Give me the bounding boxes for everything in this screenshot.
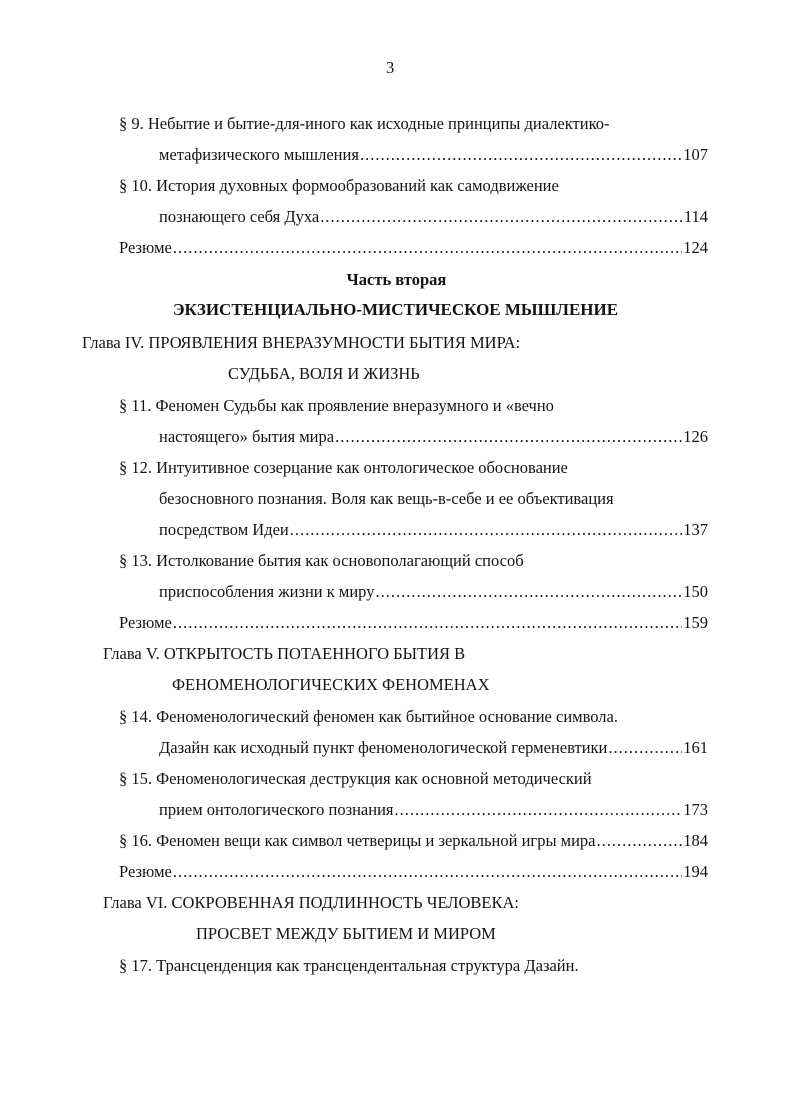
dot-leader <box>375 581 682 603</box>
page-number: 3 <box>386 58 395 77</box>
dot-leader <box>360 144 682 166</box>
toc-entry-s13-page: 150 <box>683 582 708 601</box>
toc-entry-resume-2-page: 159 <box>683 613 708 632</box>
toc-entry-s9-page: 107 <box>683 145 708 164</box>
dot-leader <box>173 861 682 883</box>
toc-entry-s15-page: 173 <box>683 800 708 819</box>
toc-entry-resume-1-page: 124 <box>683 238 708 257</box>
toc-entry-s14-page: 161 <box>683 738 708 757</box>
toc-entry-s16-title: § 16. Феномен вещи как символ четверицы и зеркальной игры мира <box>119 831 596 850</box>
toc-entry-s10-page: 114 <box>683 207 708 226</box>
toc-entry-s14-title: Дазайн как исходный пункт феноменологической герменевтики <box>159 738 608 757</box>
chapter-iv-heading[interactable]: Глава IV. ПРОЯВЛЕНИЯ ВНЕРАЗУМНОСТИ БЫТИЯ МИРА: <box>82 333 521 352</box>
dot-leader <box>335 426 682 448</box>
toc-entry-resume-1[interactable] <box>119 237 708 259</box>
toc-entry-s11[interactable] <box>159 426 708 448</box>
toc-entry-s13-title: приспособления жизни к миру <box>159 582 375 601</box>
dot-leader <box>608 737 682 759</box>
toc-entry-s9-title: метафизического мышления <box>159 145 359 164</box>
toc-entry-resume-3-label: Резюме <box>119 862 172 881</box>
dot-leader <box>320 206 683 228</box>
toc-entry-s11-title: настоящего» бытия мира <box>159 427 335 446</box>
toc-entry-s15-line1[interactable]: § 15. Феноменологическая деструкция как основной методический <box>119 769 592 788</box>
toc-entry-s13-line1[interactable]: § 13. Истолкование бытия как основополагающий способ <box>119 551 524 570</box>
toc-entry-resume-3[interactable] <box>119 861 708 883</box>
toc-entry-s9[interactable] <box>159 144 708 166</box>
toc-entry-s12[interactable] <box>159 519 708 541</box>
toc-entry-s12-line1[interactable]: § 12. Интуитивное созерцание как онтологическое обоснование <box>119 458 568 477</box>
toc-entry-s10-title: познающего себя Духа <box>159 207 320 226</box>
toc-entry-resume-2[interactable] <box>119 612 708 634</box>
chapter-vi-heading[interactable]: Глава VI. СОКРОВЕННАЯ ПОДЛИННОСТЬ ЧЕЛОВЕКА: <box>103 893 520 912</box>
toc-entry-resume-1-label: Резюме <box>119 238 172 257</box>
toc-entry-resume-2-label: Резюме <box>119 613 172 632</box>
dot-leader <box>173 612 682 634</box>
toc-entry-s12-line2[interactable]: безосновного познания. Воля как вещь-в-себе и ее объективация <box>159 489 614 508</box>
toc-entry-s11-page: 126 <box>683 427 708 446</box>
toc-entry-s14-line1[interactable]: § 14. Феноменологический феномен как бытийное основание символа. <box>119 707 618 726</box>
dot-leader <box>597 830 683 852</box>
chapter-v-subtitle: ФЕНОМЕНОЛОГИЧЕСКИХ ФЕНОМЕНАХ <box>172 675 490 694</box>
toc-entry-s13[interactable] <box>159 581 708 603</box>
toc-entry-s12-page: 137 <box>683 520 708 539</box>
toc-entry-s16[interactable] <box>119 830 708 852</box>
dot-leader <box>395 799 683 821</box>
toc-entry-s15-title: прием онтологического познания <box>159 800 394 819</box>
toc-entry-s15[interactable] <box>159 799 708 821</box>
chapter-iv-subtitle: СУДЬБА, ВОЛЯ И ЖИЗНЬ <box>228 364 420 383</box>
toc-entry-s17-line1[interactable]: § 17. Трансценденция как трансцендентальная структура Дазайн. <box>119 956 579 975</box>
toc-entry-s9-line1[interactable]: § 9. Небытие и бытие-для-иного как исходные принципы диалектико- <box>119 114 610 133</box>
toc-entry-resume-3-page: 194 <box>683 862 708 881</box>
toc-entry-s10[interactable] <box>159 206 708 228</box>
dot-leader <box>173 237 682 259</box>
toc-entry-s16-page: 184 <box>683 831 708 850</box>
dot-leader <box>290 519 683 541</box>
part-label: Часть вторая <box>346 270 447 289</box>
toc-entry-s12-title: посредством Идеи <box>159 520 289 539</box>
chapter-vi-subtitle: ПРОСВЕТ МЕЖДУ БЫТИЕМ И МИРОМ <box>196 924 496 943</box>
toc-entry-s11-line1[interactable]: § 11. Феномен Судьбы как проявление внеразумного и «вечно <box>119 396 554 415</box>
toc-entry-s10-line1[interactable]: § 10. История духовных формообразований как самодвижение <box>119 176 559 195</box>
part-title: ЭКЗИСТЕНЦИАЛЬНО-МИСТИЧЕСКОЕ МЫШЛЕНИЕ <box>173 300 619 319</box>
toc-entry-s14[interactable] <box>159 737 708 759</box>
chapter-v-heading[interactable]: Глава V. ОТКРЫТОСТЬ ПОТАЕННОГО БЫТИЯ В <box>103 644 466 663</box>
